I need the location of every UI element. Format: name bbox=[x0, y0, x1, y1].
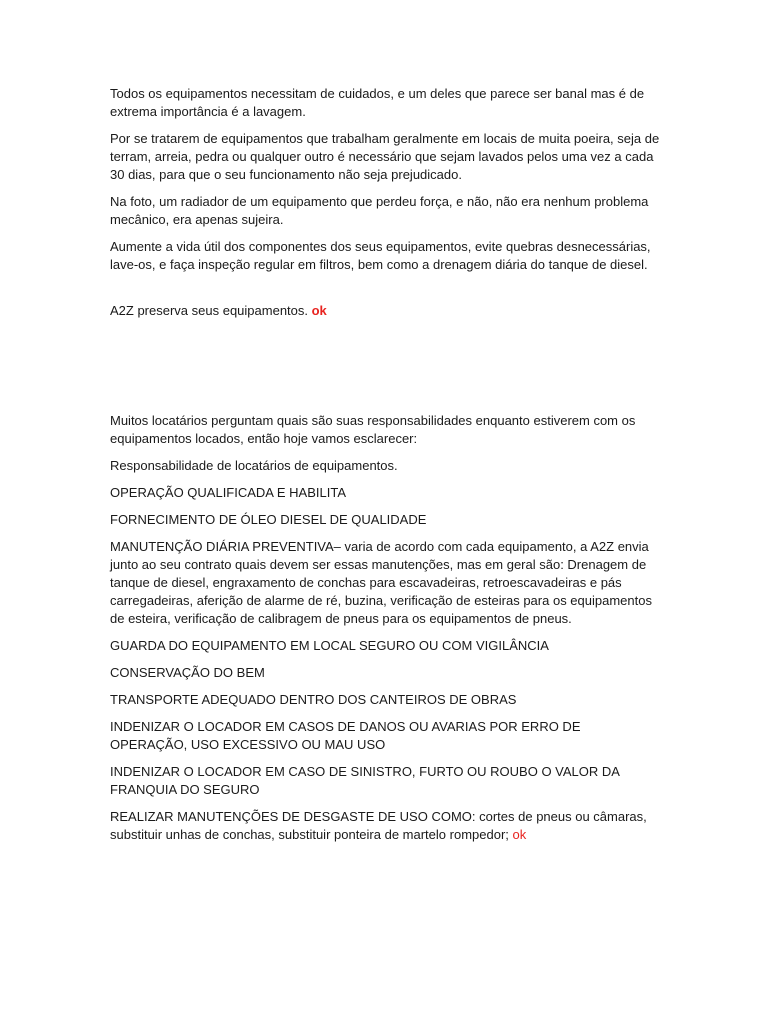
spacer bbox=[110, 283, 660, 302]
paragraph-responsibilities-title: Responsabilidade de locatários de equipamentos. bbox=[110, 458, 398, 473]
paragraph-a2z-preserves bbox=[110, 302, 660, 320]
ok-marker-bold: ok bbox=[311, 303, 327, 318]
item-indemnify-theft: INDENIZAR O LOCADOR EM CASO DE SINISTRO, FURTO OU ROUBO O VALOR DA FRANQUIA DO SEGURO bbox=[110, 764, 620, 797]
paragraph-dust-environment: Por se tratarem de equipamentos que trabalham geralmente em locais de muita poeira, seja de terram, arreia, pedra ou qualquer outro é necessário que sejam lavados pelos uma vez a cada 30 dias, para que o seu funcionamento não seja prejudicado. bbox=[110, 131, 660, 182]
document-page bbox=[110, 85, 660, 853]
item-transport: TRANSPORTE ADEQUADO DENTRO DOS CANTEIROS DE OBRAS bbox=[110, 692, 517, 707]
a2z-preserves-text: A2Z preserva seus equipamentos. bbox=[110, 303, 312, 318]
item-wear-maintenance bbox=[110, 808, 660, 844]
item-safe-storage: GUARDA DO EQUIPAMENTO EM LOCAL SEGURO OU COM VIGILÂNCIA bbox=[110, 638, 549, 653]
wear-maintenance-text: REALIZAR MANUTENÇÕES DE DESGASTE DE USO COMO: cortes de pneus ou câmaras, substituir unhas de conchas, substituir ponteira de martelo rompedor; bbox=[110, 809, 647, 842]
item-indemnify-damage: INDENIZAR O LOCADOR EM CASOS DE DANOS OU AVARIAS POR ERRO DE OPERAÇÃO, USO EXCESSIVO OU MAU USO bbox=[110, 719, 581, 752]
item-conservation: CONSERVAÇÃO DO BEM bbox=[110, 665, 265, 680]
item-daily-maintenance: MANUTENÇÃO DIÁRIA PREVENTIVA– varia de acordo com cada equipamento, a A2Z envia junto ao seu contrato quais devem ser essas manutenções, mas em geral são: Drenagem de tanque de diesel, engraxamento de conchas para escavadeiras, retroescavadeiras e pás carregadeiras, aferição de alarme de ré, buzina, verificação de esteiras para os equipamentos de esteira, verificação de calibragem de pneus para os equipamentos de pneus. bbox=[110, 539, 652, 626]
item-qualified-operation: OPERAÇÃO QUALIFICADA E HABILITA bbox=[110, 485, 346, 500]
ok-marker: ok bbox=[512, 827, 527, 842]
paragraph-cleaning-intro: Todos os equipamentos necessitam de cuidados, e um deles que parece ser banal mas é de extrema importância é a lavagem. bbox=[110, 86, 645, 119]
paragraph-radiator-photo: Na foto, um radiador de um equipamento que perdeu força, e não, não era nenhum problema mecânico, era apenas sujeira. bbox=[110, 194, 649, 227]
paragraph-lifespan-advice: Aumente a vida útil dos componentes dos seus equipamentos, evite quebras desnecessárias, lave-os, e faça inspeção regular em filtros, bem como a drenagem diária do tanque de diesel. bbox=[110, 239, 651, 272]
paragraph-tenants-ask: Muitos locatários perguntam quais são suas responsabilidades enquanto estiverem com os equipamentos locados, então hoje vamos esclarecer: bbox=[110, 413, 636, 446]
spacer bbox=[110, 329, 660, 412]
item-diesel-supply: FORNECIMENTO DE ÓLEO DIESEL DE QUALIDADE bbox=[110, 512, 427, 527]
